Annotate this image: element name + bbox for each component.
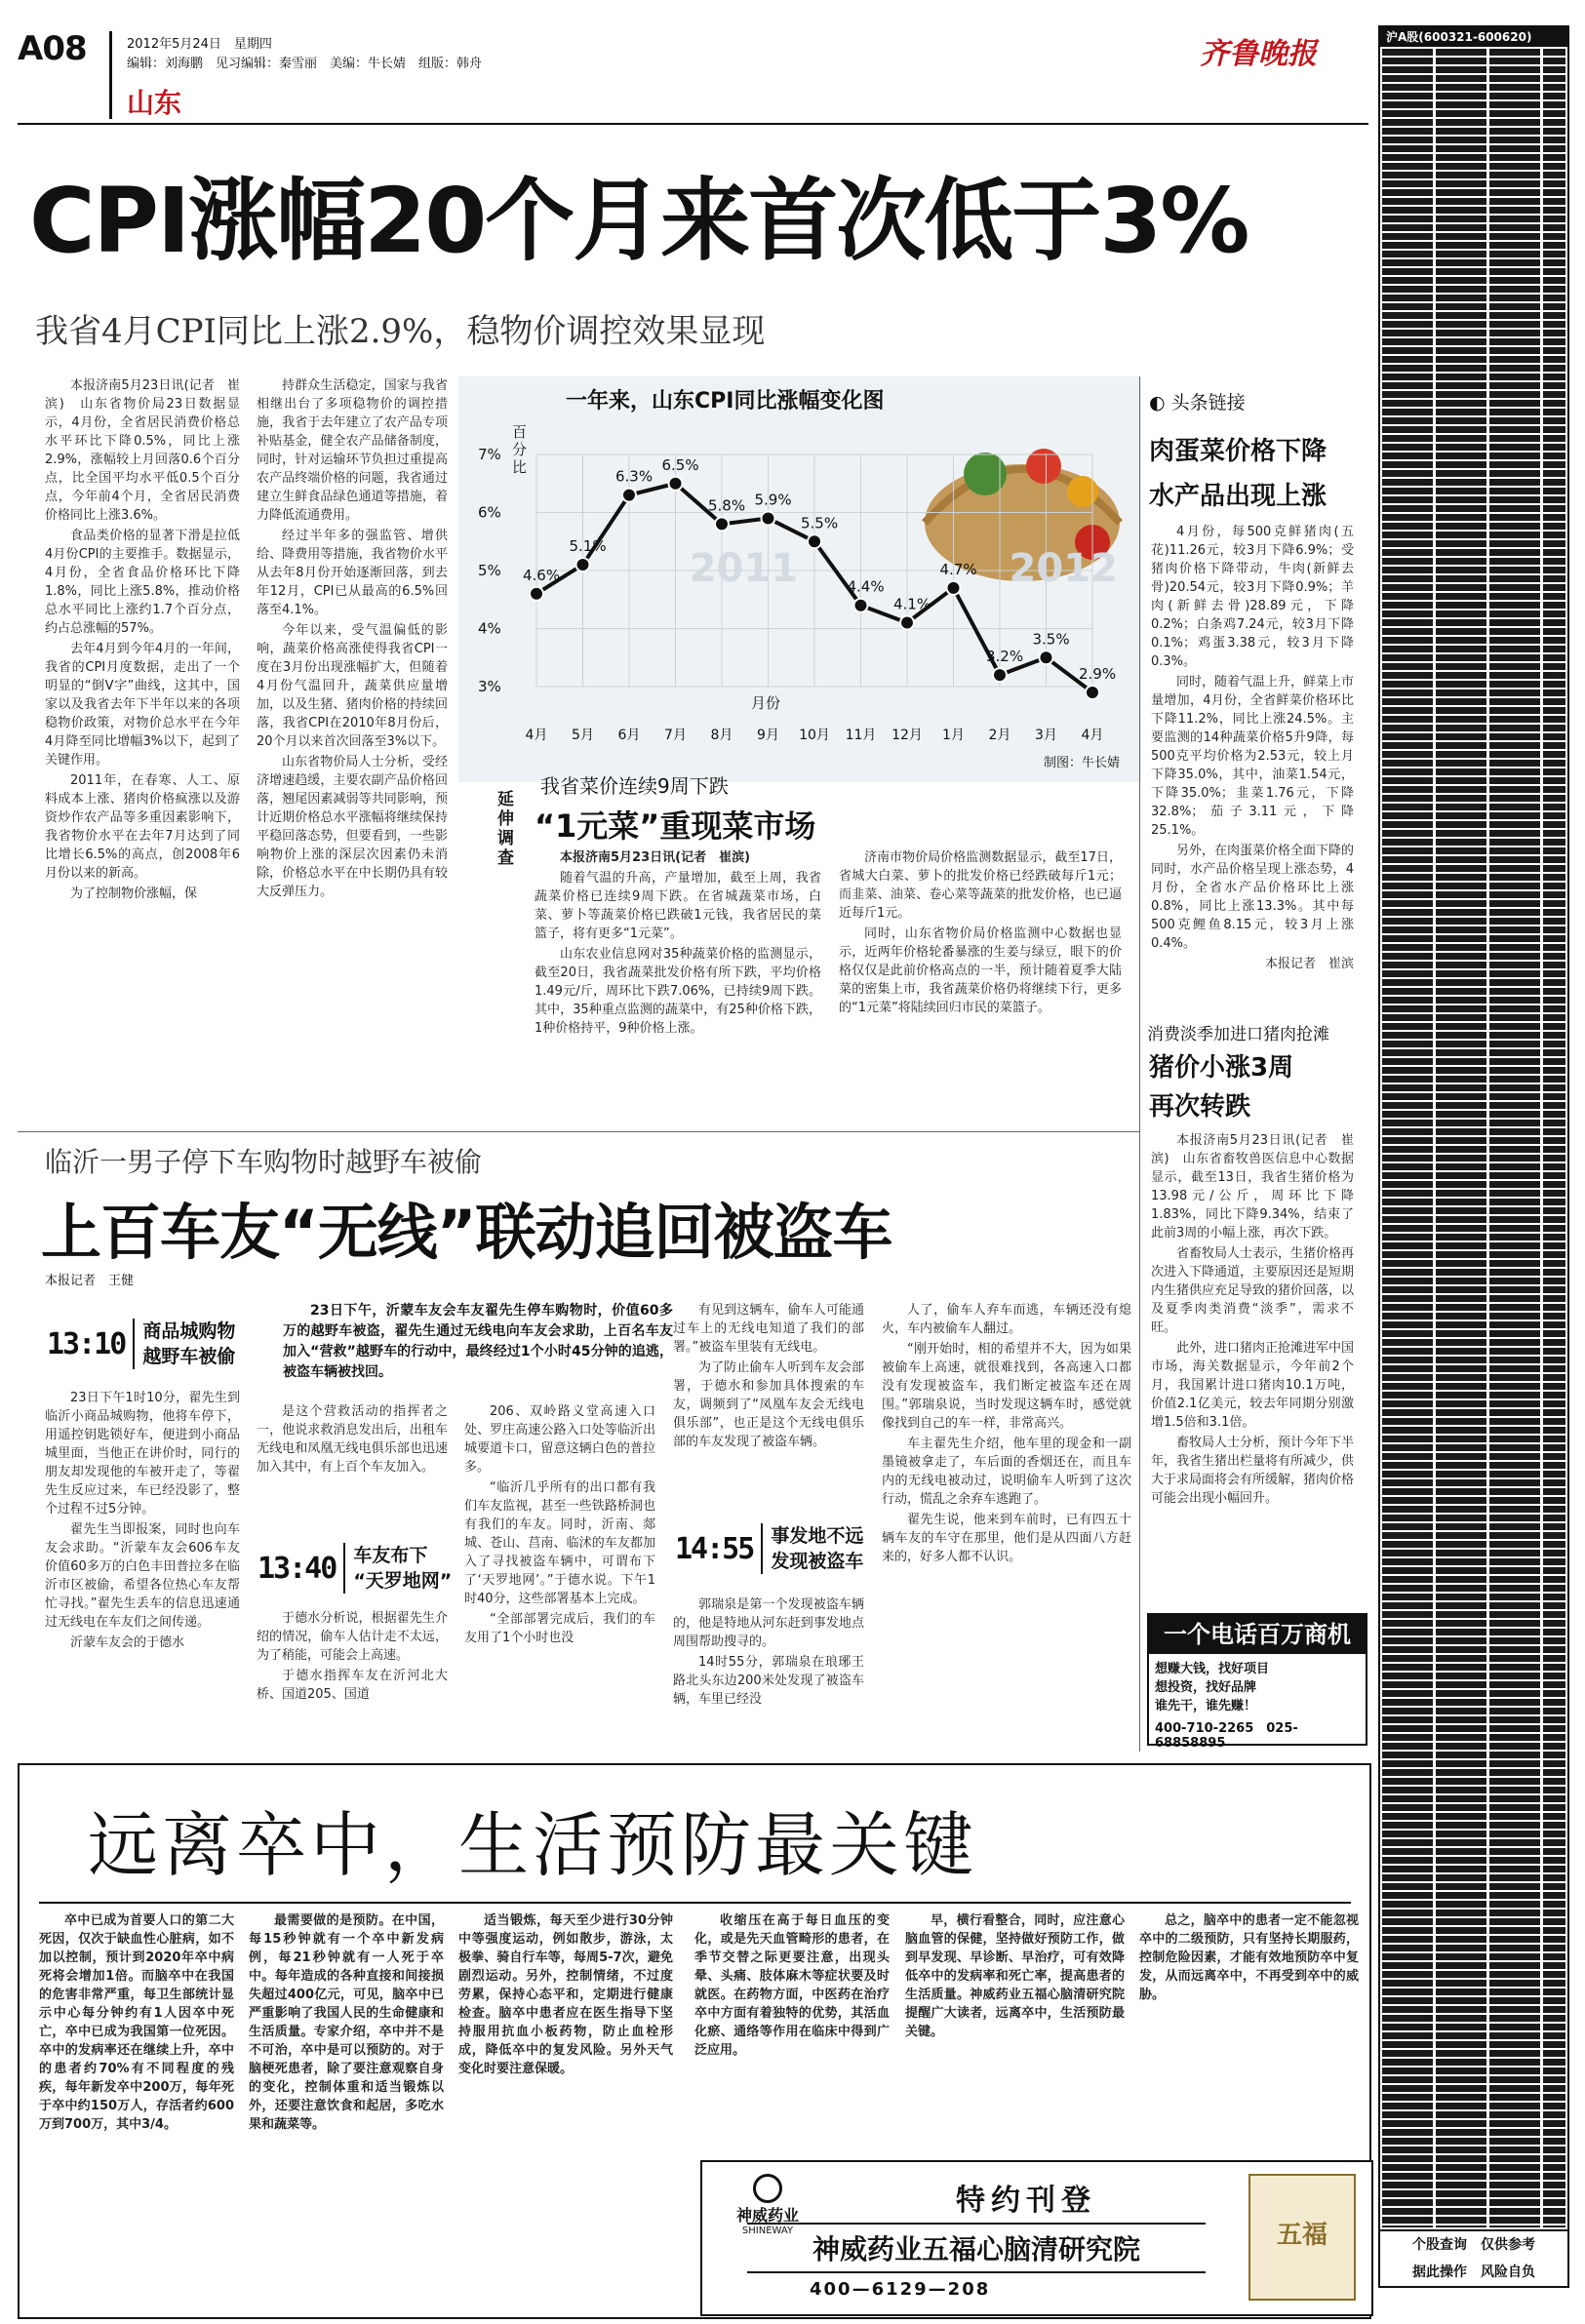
side-ad [1147,1613,1367,1751]
car-time-1: 13:10 商品城购物 越野车被偷 [47,1320,236,1367]
section-label: 山东 [127,87,182,119]
side-ad-line2: 想投资，找好品牌 [1155,1680,1257,1695]
car-col-2: 是这个营救活动的指挥者之一，他说求救消息发出后，出租车无线电和凤凰无线电俱乐部也迅速加入其中，有上百个车友加入。 [257,1404,448,1475]
car-col-1: 23日下午1时10分，翟先生到临沂小商品城购物，他将车停下，用遥控钥匙锁好车，便进到小商品城里面，当他正在讲价时，同行的朋友却发现他的车被开走了，等翟先生反应过来，车已经没影了，整个过程不过5分钟。 翟先生当即报案，同时也向车友会求助。“沂蒙车友会606车友价值60多万的白色丰田普拉多在临沂市区被偷，希望各位热心车友帮忙寻找。”翟先生丢车的信息迅速通过无线电在车友们之间传递。 沂蒙车友会的于德水 [45,1391,240,1650]
chart-y-ticks [478,446,501,695]
veg-col-1: 本报济南5月23日讯(记者 崔滨) 随着气温的升高，产量增加，截至上周，我省蔬菜价格已连续9周下跌。在省城蔬菜市场，白菜、萝卜等蔬菜价格已跌破1元钱，我省居民的菜篮子，将有更多“1元菜”。 山东农业信息网对35种蔬菜价格的监测显示，截至20日，我省蔬菜批发价格有所下跌，平均价格1.49元/斤，周环比下跌7.06%，已持续9周下跌。其中，35种重点监测的蔬菜中，有25种价格下跌，1种价格持平，9种价格上涨。 [535,850,821,1036]
car-time-2: 13:40 车友布下 “天罗地网” [258,1545,453,1592]
page-number: A08 [18,29,87,68]
side-headline-4: 再次转跌 [1149,1092,1251,1122]
side-body-2: 本报济南5月23日讯(记者 崔滨) 山东省畜牧兽医信息中心数据显示，截至13日，我省生猪价格为13.98元/公斤，周环比下降1.83%，同比下降9.34%，结束了此前3周的小幅上涨，再次下跌。 省畜牧局人士表示，生猪价格再次进入下降通道，主要原因还是短期内生猪供应充足导致的猪价回落，以及夏季肉类消费“淡季”，需求不旺。 此外，进口猪肉正抢滩进军中国市场，海关数据显示，今年前2个月，我国累计进口猪肉10.1万吨，价值2.1亿美元，较去年同期分别激增1.5倍和3.1倍。 畜牧局人士分析，预计今年下半年，我省生猪出栏量将有所减少，供大于求局面将会有所缓解，猪肉价格可能会出现小幅回升。 [1151,1133,1354,1506]
value-label: 6.5% [661,455,699,474]
bottom-col-3: 适当锻炼，每天至少进行30分钟中等强度运动，例如散步，游泳，太极拳、骑自行车等，每周5-7次，避免剧烈运动。另外，控制情绪，不过度劳累，保持心态平和，定期进行健康检查。脑卒中患者应在医生指导下坚持服用抗血小板药物，防止血栓形成，降低卒中的复发风险。另外天气变化时要注意保暖。 [458,1913,673,2076]
car-byline: 本报记者 王健 [45,1274,135,1288]
x-tick-label: 10月 [799,728,830,743]
lead-headline: CPI涨幅20个月来首次低于3% [29,169,1248,273]
value-label: 5.8% [708,496,746,515]
x-tick-label: 4月 [525,728,548,743]
side-headline-1: 肉蛋菜价格下降 [1149,437,1327,466]
chart-title: 一年来，山东CPI同比涨幅变化图 [566,389,885,414]
car-top-rule [18,1131,1139,1132]
data-point [947,581,961,595]
stock-footer-line2: 据此操作 风险自负 [1412,2265,1535,2280]
y-tick-label: 6% [478,503,501,522]
ad-brand-logo: 神威药业 SHINEWAY [714,2174,821,2236]
x-tick-label: 12月 [892,728,923,743]
data-point [1040,650,1053,664]
chart-y-label: 百分比 [512,423,528,476]
data-point [669,477,683,491]
editors-line: 编辑：刘海鹏 见习编辑：秦雪丽 美编：牛长婧 组版：韩舟 [127,57,483,71]
side-divider [1139,376,1140,1752]
side-body-1: 4月份，每500克鲜猪肉(五花)11.26元，较3月下降6.9%；受猪肉价格下降带动，牛肉(新鲜去骨)20.54元，较3月下降0.9%；羊肉(新鲜去骨)28.89元，下降0.2%；白条鸡7.24元，较3月下降0.1%；鸡蛋3.38元，较3月下降0.3%。 同时，随着气温上升，鲜菜上市量增加，4月份，全省鲜菜价格环比下降11.2%，同比上涨24.5%。主要监测的14种蔬菜价格5升9降，每500克平均价格为2.53元，较上月下降35.0%，其中，油菜1.54元，下降35.0%；韭菜1.76元，下降32.8%；茄子3.11元，下降25.1%。 另外，在肉蛋菜价格全面下降的同时，水产品价格呈现上涨态势，4月份，全省水产品价格环比上涨0.8%，同比上涨13.3%。其中每500克鲤鱼8.15元，较3月上涨0.4%。 本报记者 崔滨 [1151,525,1354,971]
value-label: 3.2% [986,648,1024,666]
data-point [993,668,1007,682]
stock-rows [1382,49,1565,2227]
ad-product-image: 五福 [1248,2174,1356,2301]
stock-table-footer [1380,2229,1567,2286]
x-tick-label: 2月 [988,728,1011,743]
bottom-col-4: 收缩压在高于每日血压的变化，或是先天血管畸形的患者，在季节交替之际更要注意，出现头晕、头痛、肢体麻木等症状要及时就医。在药物方面，中医药在治疗卒中方面有着独特的优势，其活血化瘀、通络等作用在临床中得到广泛应用。 [694,1913,890,2058]
ad-logo-icon [753,2174,782,2203]
chart-x-ticks [526,728,1104,743]
car-headline: 上百车友“无线”联动追回被盗车 [41,1197,892,1268]
y-tick-label: 5% [478,562,501,579]
bottom-col-2: 最需要做的是预防。在中国，每15秒钟就有一个卒中新发病例，每21秒钟就有一人死于卒中。每年造成的各种直接和间接损失超过400亿元，可见，脑卒中已严重影响了我国人民的生命健康和生活质量。专家介绍，卒中并不是不可治，卒中是可以预防的。对于脑梗死患者，除了要注意观察自身的变化，控制体重和适当锻炼以外，还要注意饮食和起居，多吃水果和蔬菜等。 [249,1913,444,2132]
lead-col-2: 持群众生活稳定，国家与我省相继出台了多项稳物价的调控措施，我省于去年建立了农产品专项补贴基金，健全农产品储备制度，同时，针对运输环节负担过重提高农产品终端价格的问题，我省通过建立生鲜食品绿色通道等措施，着力降低流通费用。 经过半年多的强监管、增供给、降费用等措施，我省物价水平从去年8月份开始逐渐回落，到去年12月，CPI已从最高的6.5%回落至4.1%。 今年以来，受气温偏低的影响，蔬菜价格高涨使得我省CPI一度在3月份出现涨幅扩大，但随着4月份气温回升，蔬菜供应量增加，以及生猪、猪肉价格的持续回落，我省CPI在2010年8月份后，20个月以来首次回落至3%以下。 山东省物价局人士分析，受经济增速趋缓，主要农副产品价格回落，翘尾因素减弱等共同影响，预计近期价格总水平涨幅将继续保持平稳回落态势，但要看到，一些影响物价上涨的深层次因素仍未消除，价格总水平在中长期仍具有较大反弹压力。 [257,378,448,899]
car-col-2b: 于德水分析说，根据翟先生介绍的情况，偷车人估计走不太远，为了稍能，可能会上高速。 于德水指挥车友在沂河北大桥、国道205、国道 [257,1611,448,1702]
side-headline-2: 水产品出现上涨 [1149,482,1327,511]
stock-footer-line1: 个股查询 仅供参考 [1412,2237,1535,2253]
data-point [715,517,729,531]
chart-year-marks [690,546,1118,591]
data-point [1086,686,1099,699]
bottom-rule [39,1902,1351,1904]
side-ad-phone: 400-710-2265 025-68858895 [1155,1721,1298,1751]
lead-subhead: 我省4月CPI同比上涨2.9%，稳物价调控效果显现 [35,312,766,351]
value-label: 5.9% [754,491,792,509]
car-col-4: 有见到这辆车，偷车人可能通过车上的无线电知道了我们的部署。”被盗车里装有无线电。 为了防止偷车人听到车友会部署，于德水和参加具体搜索的车友，调频到了“凤凰车友会无线电俱乐部”，也正是这个无线电俱乐部的车友发现了被盗车辆。 [673,1303,864,1449]
x-tick-label: 5月 [572,728,594,743]
stock-table [1378,25,1569,2288]
year-mark: 2012 [1009,546,1118,591]
side-tag: ◐ 头条链接 [1149,392,1246,414]
veg-headline: “1元菜”重现菜市场 [535,807,816,845]
data-point [854,599,868,612]
bottom-col-1: 卒中已成为首要人口的第二大死因，仅次于缺血性心脏病，如不加以控制，预计到2020年卒中病死将会增加1倍。而脑卒中在我国的危害非常严重，每卫生部统计显示中心每分钟约有1人因卒中死亡，卒中已成为我国第一位死因。卒中的发病率还在继续上升，卒中的患者约70%有不同程度的残疾，每年新发卒中200万，每年死于卒中约150万人，存活者约600万到700万，其中3/4。 [39,1913,234,2132]
side-ad-line1: 想赚大钱，找好项目 [1155,1662,1270,1676]
car-lead: 23日下午，沂蒙车友会车友翟先生停车购物时，价值60多万的越野车被盗，翟先生通过无线电向车友会求助，上百名车友加入“营救”越野车的行动中，最终经过1个小时45分钟的追逃，被盗车辆被找回。 [283,1303,673,1380]
x-tick-label: 9月 [757,728,779,743]
chart-x-label: 月份 [751,694,781,712]
y-tick-label: 3% [478,678,501,695]
side-ad-title: 一个电话百万商机 [1149,1615,1366,1654]
value-label: 6.3% [615,467,654,486]
x-tick-label: 7月 [664,728,687,743]
side-headline-3: 猪价小涨3周 [1149,1053,1294,1083]
data-point [762,511,775,525]
bottom-col-5: 早，横行看整合，同时，应注意心脑血管的保健，坚持做好预防工作，做到早发现、早诊断、早治疗，可有效降低卒中的发病率和死亡率，提高患者的生活质量。神威药业五福心脑清研究院提醒广大读者，远离卒中，生活预防最关键。 [905,1913,1125,2039]
car-col-3: 206、双岭路义堂高速入口处、罗庄高速公路入口处等临沂出城要道卡口，留意这辆白色的普拉多。 “临沂几乎所有的出口都有我们车友监视，甚至一些铁路桥洞也有我们的车友。同时，沂南、郯城、苍山、莒南、临沭的车友都加入了寻找被盗车辆中，可谓布下了‘天罗地网’。”于德水说。下午1时40分，这些部署基本上完成。 “全部部署完成后，我们的车友用了1个小时也没 [464,1404,655,1645]
cpi-chart [458,376,1141,782]
side-ad-line3: 谁先干，谁先赚！ [1155,1699,1257,1713]
ad-title: 神威药业五福心脑清研究院 [747,2223,1206,2273]
veg-tag: 延伸调查 [497,790,514,868]
data-point [900,616,914,630]
value-label: 4.7% [939,560,977,578]
value-label: 4.4% [847,577,885,596]
x-tick-label: 4月 [1081,728,1104,743]
cpi-chart-svg [458,376,1141,782]
value-label: 3.5% [1032,630,1070,649]
x-tick-label: 6月 [617,728,641,743]
ad-tag: 特约刊登 [956,2184,1096,2218]
year-mark: 2011 [689,546,799,591]
x-tick-label: 8月 [710,728,733,743]
bottom-col-6: 总之，脑卒中的患者一定不能忽视卒中的二级预防，只有坚持长期服药，控制危险因素，才能有效地预防卒中复发，从而远离卒中，不再受到卒中的威胁。 [1139,1913,1359,2002]
data-point [622,489,636,502]
bottom-ad [700,2160,1373,2316]
value-label: 4.1% [893,595,931,613]
x-tick-label: 1月 [942,728,965,743]
x-tick-label: 11月 [845,728,877,743]
car-col-4b: 郭瑞泉是第一个发现被盗车辆的，他是特地从河东赶到事发地点周围帮助搜寻的。 14时55分，郭瑞泉在琅琊王路北头东边200米处发现了被盗车辆，车里已经没 [673,1597,864,1707]
value-label: 5.1% [569,537,607,556]
bottom-headline: 远离卒中，生活预防最关键 [88,1804,978,1886]
y-tick-label: 7% [478,446,501,463]
tag-circle-icon: ◐ [1149,392,1166,414]
date-line: 2012年5月24日 星期四 [127,37,272,52]
car-kicker: 临沂一男子停下车购物时越野车被偷 [45,1146,483,1178]
x-tick-label: 3月 [1035,728,1057,743]
y-tick-label: 4% [478,619,501,638]
value-label: 4.6% [523,566,561,584]
data-point [530,587,543,601]
data-point [808,534,821,548]
value-label: 2.9% [1079,664,1117,683]
car-col-5: 人了，偷车人弃车而逃，车辆还没有熄火，车内被偷车人翻过。 “刚开始时，相的希望并不大，因为如果被偷车上高速，就很难找到，各高速入口都没有发现被盗车，我们断定被盗车还在周围。”郭瑞泉说，当时发现这辆车时，感觉就像找到自己的车一样，非常高兴。 车主翟先生介绍，他车里的现金和一副墨镜被拿走了，车后面的香烟还在，而且车内的无线电被动过，说明偷车人听到了这次行动，慌乱之余弃车逃跑了。 翟先生说，他来到车前时，已有四五十辆车友的车守在那里，他们是从四面八方赶来的，好多人都不认识。 [882,1303,1131,1564]
data-point [576,558,590,571]
masthead-underline [18,123,1368,125]
lead-col-1: 本报济南5月23日讯(记者 崔滨) 山东省物价局23日数据显示，4月份，全省居民消费价格总水平环比下降0.5%，同比上涨2.9%，涨幅较上月回落0.6个百分点，比全国平均水平低0.5个百分点，今年前4个月，全省居民消费价格同比上涨3.6%。 食品类价格的显著下滑是拉低4月份CPI的主要推手。数据显示，4月份，全省食品价格环比下降1.8%，同比上涨5.8%，推动价格总水平同比上涨约1.7个百分点，约占总涨幅的57%。 去年4月到今年4月的一年间，我省的CPI月度数据，走出了一个明显的“倒V字”曲线，这其中，国家以及我省去年下半年以来的各项稳物价政策，对物价总水平在今年4月降至同比增幅3%以下，起到了关键作用。 2011年，在春寒、人工、原料成本上涨、猪肉价格疯涨以及游资炒作农产品等多重因素影响下，我省物价水平在去年7月达到了同比增长6.5%的高点，创2008年6月份以来的新高。 为了控制物价涨幅，保 [45,378,240,901]
chart-credit: 制图：牛长婧 [1044,756,1121,770]
side-kicker-2: 消费淡季加进口猪肉抢滩 [1147,1025,1329,1044]
car-time-3: 14:55 事发地不远 发现被盗车 [675,1525,864,1572]
ad-phone: 400—6129—208 [810,2279,991,2300]
masthead-rule [109,31,112,119]
veg-col-2: 济南市物价局价格监测数据显示，截至17日，省城大白菜、萝卜的批发价格已经跌破每斤1元；而韭菜、油菜、卷心菜等蔬菜的批发价格，也已逼近每斤1元。 同时，山东省物价局价格监测中心数据也显示，近两年价格轮番暴涨的生姜与绿豆，眼下的价格仅仅是此前价格高点的一半，预计随着夏季大陆菜的密集上市，我省蔬菜价格仍将继续下行，更多的“1元菜”将陆续回归市民的菜篮子。 [839,850,1122,1015]
stock-table-header: 沪A股(600321-600620) [1380,27,1567,47]
value-label: 5.5% [801,514,839,532]
veg-kicker: 我省菜价连续9周下跌 [540,774,729,798]
paper-logo: 齐鲁晚报 [1200,37,1317,71]
